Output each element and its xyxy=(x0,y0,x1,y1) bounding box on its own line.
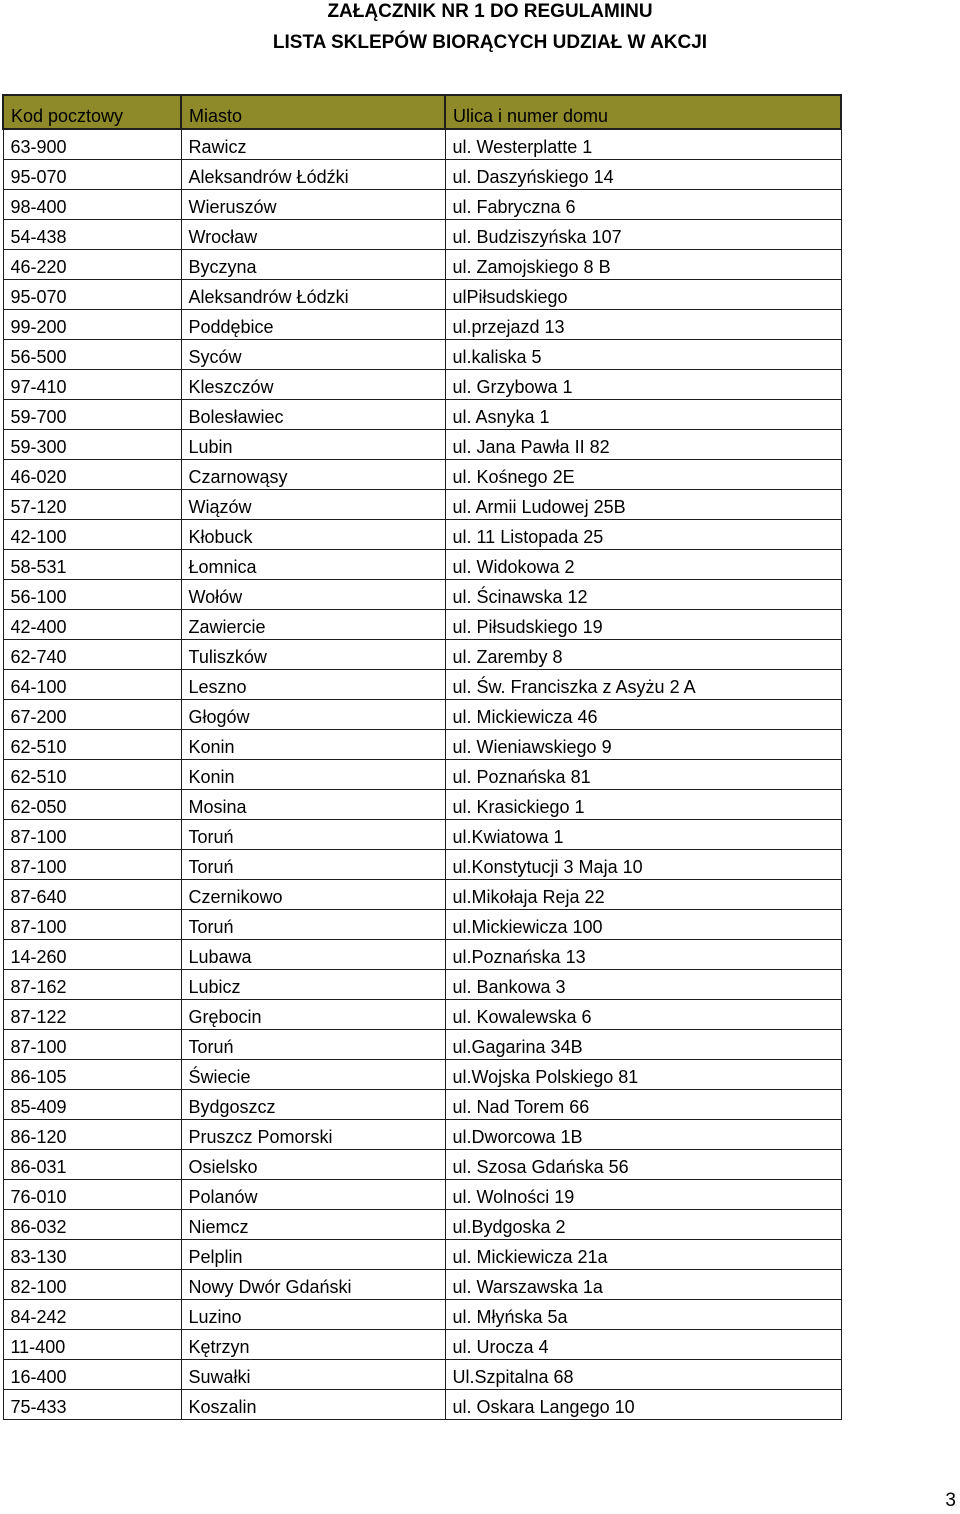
table-row xyxy=(3,160,841,190)
postal-code-cell: 86-120 xyxy=(3,1120,181,1150)
column-header-street: Ulica i numer domu xyxy=(445,95,841,129)
postal-code-cell: 95-070 xyxy=(3,160,181,190)
postal-code-cell: 58-531 xyxy=(3,550,181,580)
table-row xyxy=(3,340,841,370)
table-row xyxy=(3,850,841,880)
street-cell: ul. Asnyka 1 xyxy=(445,400,841,430)
city-cell: Zawiercie xyxy=(181,610,445,640)
street-cell: ul.Gagarina 34B xyxy=(445,1030,841,1060)
postal-code-cell: 42-400 xyxy=(3,610,181,640)
city-cell: Czarnowąsy xyxy=(181,460,445,490)
street-cell: ul.Poznańska 13 xyxy=(445,940,841,970)
postal-code-cell: 62-740 xyxy=(3,640,181,670)
table-row xyxy=(3,670,841,700)
city-cell: Suwałki xyxy=(181,1360,445,1390)
table-row xyxy=(3,190,841,220)
table-row xyxy=(3,1300,841,1330)
table-row xyxy=(3,640,841,670)
table-row xyxy=(3,610,841,640)
street-cell: ul. Bankowa 3 xyxy=(445,970,841,1000)
table-row xyxy=(3,1390,841,1420)
table-row xyxy=(3,1030,841,1060)
table-row xyxy=(3,1210,841,1240)
table-row xyxy=(3,730,841,760)
street-cell: ul. Kowalewska 6 xyxy=(445,1000,841,1030)
page-number: 3 xyxy=(945,1490,956,1511)
city-cell: Głogów xyxy=(181,700,445,730)
city-cell: Wiązów xyxy=(181,490,445,520)
table-row xyxy=(3,430,841,460)
postal-code-cell: 57-120 xyxy=(3,490,181,520)
city-cell: Niemcz xyxy=(181,1210,445,1240)
postal-code-cell: 16-400 xyxy=(3,1360,181,1390)
document-subtitle: LISTA SKLEPÓW BIORĄCYCH UDZIAŁ W AKCJI xyxy=(272,32,708,53)
street-cell: ulPiłsudskiego xyxy=(445,280,841,310)
street-cell: ul. Mickiewicza 46 xyxy=(445,700,841,730)
city-cell: Mosina xyxy=(181,790,445,820)
table-row xyxy=(3,1330,841,1360)
postal-code-cell: 11-400 xyxy=(3,1330,181,1360)
street-cell: ul. Widokowa 2 xyxy=(445,550,841,580)
column-header-postal-code: Kod pocztowy xyxy=(3,95,181,129)
table-row xyxy=(3,490,841,520)
city-cell: Grębocin xyxy=(181,1000,445,1030)
postal-code-cell: 87-100 xyxy=(3,850,181,880)
postal-code-cell: 75-433 xyxy=(3,1390,181,1420)
table-row xyxy=(3,580,841,610)
postal-code-cell: 83-130 xyxy=(3,1240,181,1270)
street-cell: ul. Mickiewicza 21a xyxy=(445,1240,841,1270)
postal-code-cell: 76-010 xyxy=(3,1180,181,1210)
street-cell: ul. Daszyńskiego 14 xyxy=(445,160,841,190)
table-row xyxy=(3,940,841,970)
street-cell: ul.Konstytucji 3 Maja 10 xyxy=(445,850,841,880)
city-cell: Kłobuck xyxy=(181,520,445,550)
postal-code-cell: 62-510 xyxy=(3,760,181,790)
city-cell: Lubicz xyxy=(181,970,445,1000)
table-row xyxy=(3,970,841,1000)
street-cell: ul. Zaremby 8 xyxy=(445,640,841,670)
table-row xyxy=(3,400,841,430)
street-cell: ul.przejazd 13 xyxy=(445,310,841,340)
postal-code-cell: 59-300 xyxy=(3,430,181,460)
postal-code-cell: 87-162 xyxy=(3,970,181,1000)
city-cell: Konin xyxy=(181,730,445,760)
city-cell: Wołów xyxy=(181,580,445,610)
city-cell: Koszalin xyxy=(181,1390,445,1420)
postal-code-cell: 86-031 xyxy=(3,1150,181,1180)
postal-code-cell: 56-500 xyxy=(3,340,181,370)
city-cell: Byczyna xyxy=(181,250,445,280)
city-cell: Czernikowo xyxy=(181,880,445,910)
street-cell: ul. Grzybowa 1 xyxy=(445,370,841,400)
city-cell: Wrocław xyxy=(181,220,445,250)
street-cell: ul.kaliska 5 xyxy=(445,340,841,370)
city-cell: Rawicz xyxy=(181,129,445,160)
city-cell: Pruszcz Pomorski xyxy=(181,1120,445,1150)
table-header xyxy=(3,95,841,129)
postal-code-cell: 97-410 xyxy=(3,370,181,400)
street-cell: ul.Mickiewicza 100 xyxy=(445,910,841,940)
postal-code-cell: 82-100 xyxy=(3,1270,181,1300)
city-cell: Toruń xyxy=(181,910,445,940)
city-cell: Osielsko xyxy=(181,1150,445,1180)
postal-code-cell: 98-400 xyxy=(3,190,181,220)
table-row xyxy=(3,460,841,490)
city-cell: Poddębice xyxy=(181,310,445,340)
street-cell: ul. Młyńska 5a xyxy=(445,1300,841,1330)
table-row xyxy=(3,1120,841,1150)
street-cell: ul. Krasickiego 1 xyxy=(445,790,841,820)
table-row xyxy=(3,1060,841,1090)
street-cell: ul.Wojska Polskiego 81 xyxy=(445,1060,841,1090)
street-cell: ul. Jana Pawła II 82 xyxy=(445,430,841,460)
street-cell: ul. Budziszyńska 107 xyxy=(445,220,841,250)
street-cell: ul. Poznańska 81 xyxy=(445,760,841,790)
postal-code-cell: 95-070 xyxy=(3,280,181,310)
street-cell: ul. Szosa Gdańska 56 xyxy=(445,1150,841,1180)
street-cell: ul. Oskara Langego 10 xyxy=(445,1390,841,1420)
street-cell: ul. Wieniawskiego 9 xyxy=(445,730,841,760)
postal-code-cell: 87-100 xyxy=(3,820,181,850)
table-row xyxy=(3,790,841,820)
table-row xyxy=(3,820,841,850)
city-cell: Tuliszków xyxy=(181,640,445,670)
city-cell: Lubawa xyxy=(181,940,445,970)
street-cell: ul. Fabryczna 6 xyxy=(445,190,841,220)
postal-code-cell: 87-640 xyxy=(3,880,181,910)
table-row xyxy=(3,700,841,730)
document-title: ZAŁĄCZNIK NR 1 DO REGULAMINU xyxy=(327,1,653,22)
street-cell: ul. Św. Franciszka z Asyżu 2 A xyxy=(445,670,841,700)
postal-code-cell: 87-100 xyxy=(3,1030,181,1060)
street-cell: ul.Kwiatowa 1 xyxy=(445,820,841,850)
postal-code-cell: 62-510 xyxy=(3,730,181,760)
city-cell: Nowy Dwór Gdański xyxy=(181,1270,445,1300)
table-row xyxy=(3,910,841,940)
postal-code-cell: 42-100 xyxy=(3,520,181,550)
city-cell: Luzino xyxy=(181,1300,445,1330)
street-cell: ul.Bydgoska 2 xyxy=(445,1210,841,1240)
postal-code-cell: 54-438 xyxy=(3,220,181,250)
postal-code-cell: 56-100 xyxy=(3,580,181,610)
postal-code-cell: 87-100 xyxy=(3,910,181,940)
table-row xyxy=(3,1180,841,1210)
street-cell: ul. Urocza 4 xyxy=(445,1330,841,1360)
city-cell: Bydgoszcz xyxy=(181,1090,445,1120)
table-row xyxy=(3,1150,841,1180)
street-cell: ul. Ścinawska 12 xyxy=(445,580,841,610)
city-cell: Syców xyxy=(181,340,445,370)
street-cell: ul. Nad Torem 66 xyxy=(445,1090,841,1120)
postal-code-cell: 59-700 xyxy=(3,400,181,430)
street-cell: ul. 11 Listopada 25 xyxy=(445,520,841,550)
street-cell: ul. Zamojskiego 8 B xyxy=(445,250,841,280)
postal-code-cell: 46-220 xyxy=(3,250,181,280)
city-cell: Bolesławiec xyxy=(181,400,445,430)
table-row xyxy=(3,310,841,340)
postal-code-cell: 62-050 xyxy=(3,790,181,820)
table-row xyxy=(3,1240,841,1270)
street-cell: ul. Kośnego 2E xyxy=(445,460,841,490)
table-row xyxy=(3,370,841,400)
street-cell: ul. Armii Ludowej 25B xyxy=(445,490,841,520)
table-row xyxy=(3,1090,841,1120)
postal-code-cell: 86-032 xyxy=(3,1210,181,1240)
postal-code-cell: 99-200 xyxy=(3,310,181,340)
postal-code-cell: 86-105 xyxy=(3,1060,181,1090)
city-cell: Polanów xyxy=(181,1180,445,1210)
postal-code-cell: 63-900 xyxy=(3,129,181,160)
table-row xyxy=(3,1000,841,1030)
table-header-row xyxy=(3,95,841,129)
postal-code-cell: 87-122 xyxy=(3,1000,181,1030)
street-cell: ul. Warszawska 1a xyxy=(445,1270,841,1300)
city-cell: Aleksandrów Łódzki xyxy=(181,280,445,310)
city-cell: Kętrzyn xyxy=(181,1330,445,1360)
table-row xyxy=(3,280,841,310)
postal-code-cell: 64-100 xyxy=(3,670,181,700)
street-cell: ul. Wolności 19 xyxy=(445,1180,841,1210)
city-cell: Konin xyxy=(181,760,445,790)
stores-table xyxy=(2,94,842,1420)
table-row xyxy=(3,520,841,550)
postal-code-cell: 67-200 xyxy=(3,700,181,730)
table-body xyxy=(3,129,841,1420)
street-cell: ul.Mikołaja Reja 22 xyxy=(445,880,841,910)
street-cell: ul. Piłsudskiego 19 xyxy=(445,610,841,640)
city-cell: Łomnica xyxy=(181,550,445,580)
postal-code-cell: 84-242 xyxy=(3,1300,181,1330)
city-cell: Lubin xyxy=(181,430,445,460)
city-cell: Toruń xyxy=(181,850,445,880)
city-cell: Leszno xyxy=(181,670,445,700)
city-cell: Toruń xyxy=(181,820,445,850)
city-cell: Pelplin xyxy=(181,1240,445,1270)
street-cell: ul.Dworcowa 1B xyxy=(445,1120,841,1150)
city-cell: Wieruszów xyxy=(181,190,445,220)
city-cell: Kleszczów xyxy=(181,370,445,400)
street-cell: Ul.Szpitalna 68 xyxy=(445,1360,841,1390)
postal-code-cell: 46-020 xyxy=(3,460,181,490)
postal-code-cell: 85-409 xyxy=(3,1090,181,1120)
city-cell: Świecie xyxy=(181,1060,445,1090)
table-row xyxy=(3,550,841,580)
table-row xyxy=(3,760,841,790)
table-row xyxy=(3,1360,841,1390)
city-cell: Aleksandrów Łódźki xyxy=(181,160,445,190)
city-cell: Toruń xyxy=(181,1030,445,1060)
table-row xyxy=(3,220,841,250)
table-row xyxy=(3,250,841,280)
postal-code-cell: 14-260 xyxy=(3,940,181,970)
table-row xyxy=(3,880,841,910)
column-header-city: Miasto xyxy=(181,95,445,129)
table-row xyxy=(3,129,841,160)
street-cell: ul. Westerplatte 1 xyxy=(445,129,841,160)
table-row xyxy=(3,1270,841,1300)
